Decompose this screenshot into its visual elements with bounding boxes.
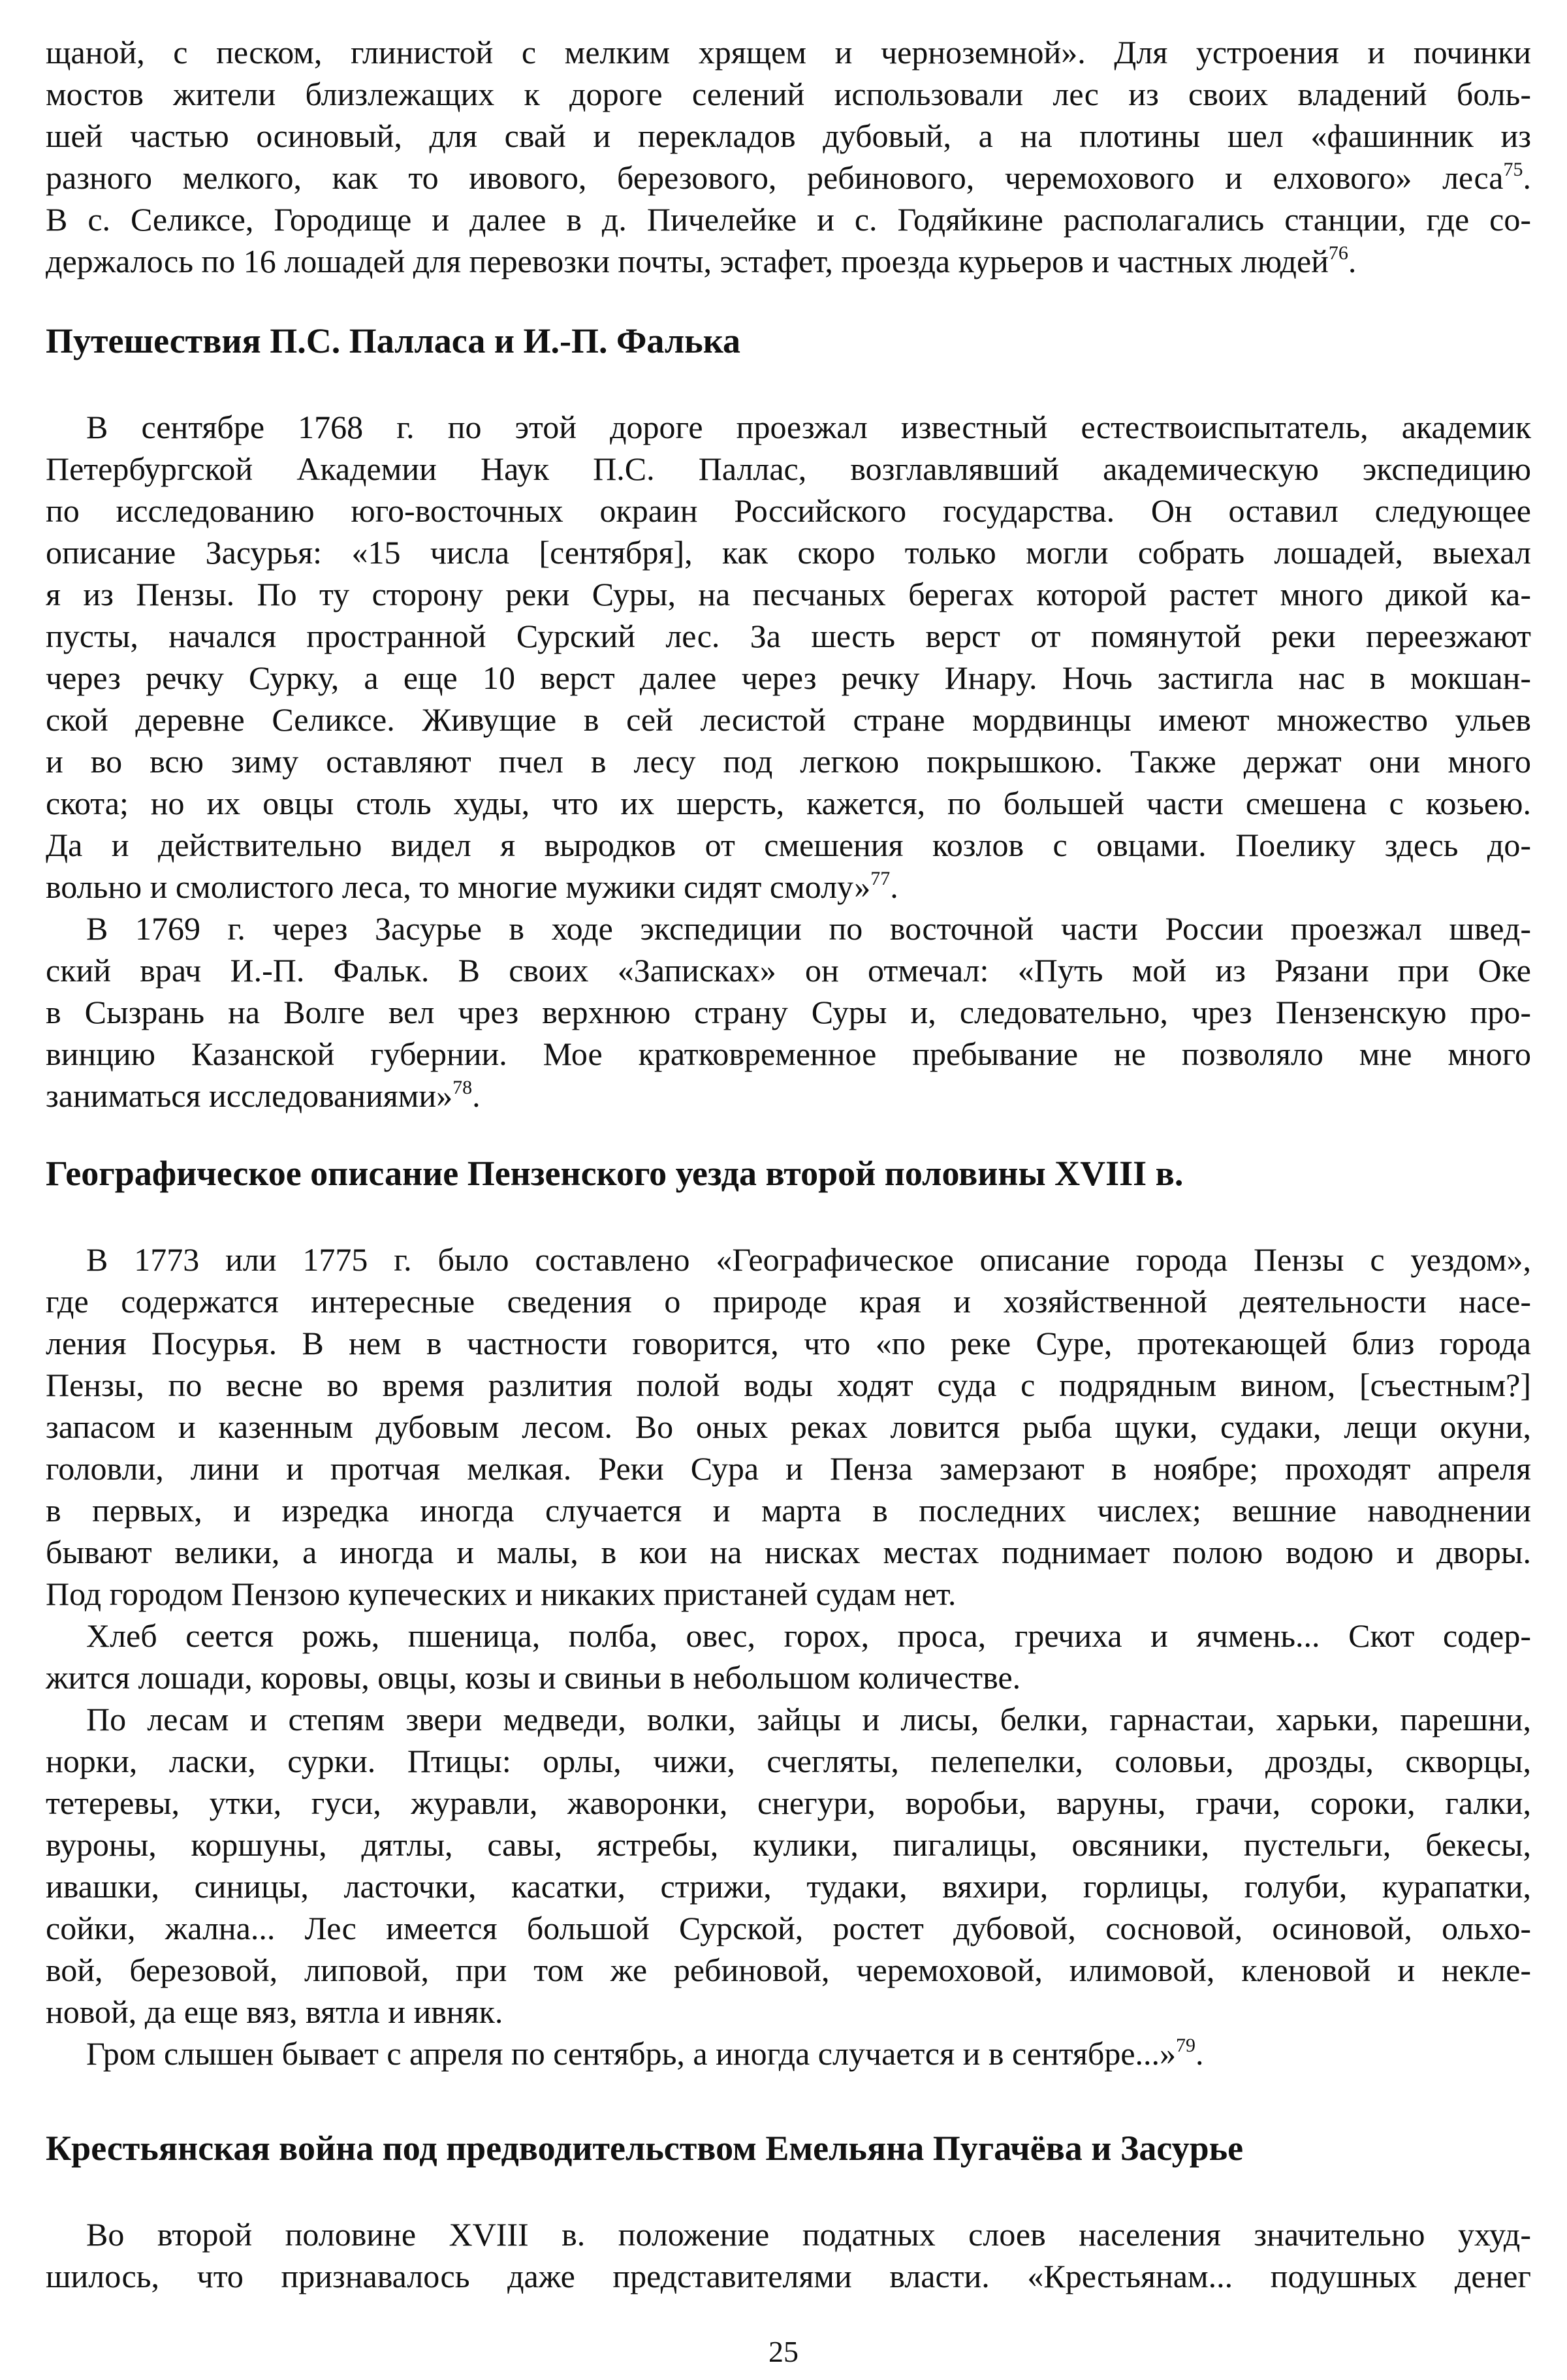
text-line: описание Засурья: «15 числа [сентября], как скоро только могли собрать лошадей, выехал bbox=[46, 534, 1531, 571]
text-line: новой, да еще вяз, вятла и ивняк. bbox=[46, 1993, 503, 2030]
line-text: разного мелкого, как то ивового, березового, ребинового, черемохового и елхового» леса bbox=[46, 159, 1504, 196]
text-line: в Сызрань на Волге вел чрез верхнюю страну Суры и, следовательно, чрез Пензенскую про- bbox=[46, 994, 1531, 1030]
text-line: скота; но их овцы столь худы, что их шерсть, кажется, по большей части смешена с козьею. bbox=[46, 785, 1531, 821]
footnote-reference[interactable]: 76 bbox=[1328, 242, 1348, 264]
paragraph bbox=[46, 1615, 1531, 1698]
page-number: 25 bbox=[768, 2335, 799, 2368]
footnote-reference[interactable]: 77 bbox=[870, 868, 891, 889]
section-intro-text bbox=[46, 31, 1531, 282]
section-peasant-war-text bbox=[46, 2213, 1531, 2297]
text-line: тетеревы, утки, гуси, журавли, жаворонки, снегури, воробьи, варуны, грачи, сороки, галки, bbox=[46, 1785, 1531, 1821]
text-line: по исследованию юго-восточных окраин Российского государства. Он оставил следующее bbox=[46, 492, 1531, 529]
text-line: По лесам и степям звери медведи, волки, зайцы и лисы, белки, гарнастаи, харьки, парешни, bbox=[86, 1701, 1531, 1737]
paragraph bbox=[46, 1698, 1531, 2033]
text-line: вуроны, коршуны, дятлы, савы, ястребы, кулики, пигалицы, овсяники, пустельги, бекесы, bbox=[46, 1826, 1531, 1863]
section-geographic-description-text bbox=[46, 1239, 1531, 2074]
text-line: через речку Сурку, а еще 10 верст далее через речку Инару. Ночь застигла нас в мокшан- bbox=[46, 659, 1531, 696]
paragraph bbox=[46, 1239, 1531, 1615]
text-line bbox=[46, 866, 1531, 908]
text-line bbox=[46, 1075, 1531, 1117]
line-punctuation: . bbox=[1523, 159, 1531, 196]
text-line: в первых, и изредка иногда случается и марта в последних числех; вешние наводнении bbox=[46, 1492, 1531, 1529]
text-line: запасом и казенным дубовым лесом. Во оных реках ловится рыба щуки, судаки, лещи окуни, bbox=[46, 1408, 1531, 1445]
text-line: я из Пензы. По ту сторону реки Суры, на песчаных берегах которой растет много дикой ка- bbox=[46, 576, 1531, 612]
text-line: мостов жители близлежащих к дороге селений использовали лес из своих владений боль- bbox=[46, 76, 1531, 112]
text-line: Под городом Пензою купеческих и никаких пристаней судам нет. bbox=[46, 1576, 957, 1612]
text-line bbox=[46, 2033, 1531, 2074]
text-line: головли, лини и протчая мелкая. Реки Сура и Пенза замерзают в ноябре; проходят апреля bbox=[46, 1450, 1531, 1487]
text-line: пусты, начался пространной Сурский лес. За шесть верст от помянутой реки переезжают bbox=[46, 618, 1531, 654]
line-text: вольно и смолистого леса, то многие мужики сидят смолу» bbox=[46, 868, 871, 905]
text-line: щаной, с песком, глинистой с мелким хрящем и черноземной». Для устроения и починки bbox=[46, 34, 1531, 71]
line-punctuation: . bbox=[890, 868, 898, 905]
text-line: ской деревне Селиксе. Живущие в сей лесистой стране мордвинцы имеют множество ульев bbox=[46, 701, 1531, 738]
text-line: шилось, что признавалось даже представителями власти. «Крестьянам... подушных денег bbox=[46, 2258, 1531, 2294]
section-heading-geographic-description: Географическое описание Пензенского уезда второй половины XVIII в. bbox=[46, 1154, 1184, 1193]
text-line: ивашки, синицы, ласточки, касатки, стрижи, тудаки, вяхири, горлицы, голуби, курапатки, bbox=[46, 1868, 1531, 1905]
line-text: Гром слышен бывает с апреля по сентябрь, а иногда случается и в сентябре...» bbox=[86, 2035, 1177, 2072]
text-line: Петербургской Академии Наук П.С. Паллас, возглавлявший академическую экспедицию bbox=[46, 451, 1531, 487]
text-line: шей частью осиновый, для свай и перекладов дубовый, а на плотины шел «фашинник из bbox=[46, 118, 1531, 154]
section-pallas-falk-text bbox=[46, 406, 1531, 1117]
footnote-reference[interactable]: 79 bbox=[1176, 2035, 1196, 2056]
text-line: ления Посурья. В нем в частности говорится, что «по реке Суре, протекающей близ города bbox=[46, 1325, 1531, 1361]
paragraph bbox=[46, 31, 1531, 282]
line-text: держалось по 16 лошадей для перевозки почты, эстафет, проезда курьеров и частных людей bbox=[46, 243, 1329, 279]
text-line: Пензы, по весне во время разлития полой воды ходят суда с подрядным вином, [съестным?] bbox=[46, 1367, 1531, 1403]
paragraph bbox=[46, 2213, 1531, 2297]
text-line: и во всю зиму оставляют пчел в лесу под легкою покрышкою. Также держат они много bbox=[46, 743, 1531, 780]
text-line bbox=[46, 240, 1531, 282]
text-line: Да и действительно видел я выродков от смешения козлов с овцами. Поелику здесь до- bbox=[46, 827, 1531, 863]
line-punctuation: . bbox=[1348, 243, 1357, 279]
paragraph bbox=[46, 908, 1531, 1117]
text-line: вой, березовой, липовой, при том же ребиновой, черемоховой, илимовой, кленовой и некле- bbox=[46, 1952, 1531, 1988]
text-line: жится лошади, коровы, овцы, козы и свиньи в небольшом количестве. bbox=[46, 1659, 1021, 1696]
text-line: бывают велики, а иногда и малы, в кои на нисках местах поднимает полою водою и дворы. bbox=[46, 1534, 1531, 1570]
section-heading-pallas-falk: Путешествия П.С. Палласа и И.-П. Фалька bbox=[46, 321, 740, 360]
text-line: где содержатся интересные сведения о природе края и хозяйственной деятельности насе- bbox=[46, 1283, 1531, 1320]
text-line: В сентябре 1768 г. по этой дороге проезжал известный естествоиспытатель, академик bbox=[86, 409, 1531, 445]
paragraph bbox=[46, 406, 1531, 908]
text-line: сойки, жална... Лес имеется большой Сурской, ростет дубовой, сосновой, осиновой, ольхо- bbox=[46, 1910, 1531, 1946]
text-line: В с. Селиксе, Городище и далее в д. Пичелейке и с. Годяйкине располагались станции, где со- bbox=[46, 201, 1531, 238]
line-punctuation: . bbox=[472, 1077, 481, 1114]
text-line: В 1773 или 1775 г. было составлено «Географическое описание города Пензы с уездом», bbox=[86, 1241, 1531, 1278]
footnote-reference[interactable]: 78 bbox=[452, 1077, 473, 1098]
text-line: Во второй половине XVIII в. положение податных слоев населения значительно ухуд- bbox=[86, 2216, 1531, 2253]
text-line: ский врач И.-П. Фальк. В своих «Записках» он отмечал: «Путь мой из Рязани при Оке bbox=[46, 952, 1531, 989]
text-line: винцию Казанской губернии. Мое кратковременное пребывание не позволяло мне много bbox=[46, 1036, 1531, 1072]
line-punctuation: . bbox=[1195, 2035, 1204, 2072]
paragraph bbox=[46, 2033, 1531, 2074]
text-line: В 1769 г. через Засурье в ходе экспедиции по восточной части России проезжал швед- bbox=[86, 910, 1531, 947]
text-line: Хлеб сеется рожь, пшеница, полба, овес, горох, проса, гречиха и ячмень... Скот содер- bbox=[86, 1617, 1531, 1654]
text-line bbox=[46, 157, 1531, 198]
section-heading-peasant-war: Крестьянская война под предводительством Емельяна Пугачёва и Засурье bbox=[46, 2129, 1244, 2168]
line-text: заниматься исследованиями» bbox=[46, 1077, 453, 1114]
footnote-reference[interactable]: 75 bbox=[1503, 159, 1523, 180]
text-line: норки, ласки, сурки. Птицы: орлы, чижи, счегляты, пелепелки, соловьи, дрозды, скворцы, bbox=[46, 1743, 1531, 1779]
